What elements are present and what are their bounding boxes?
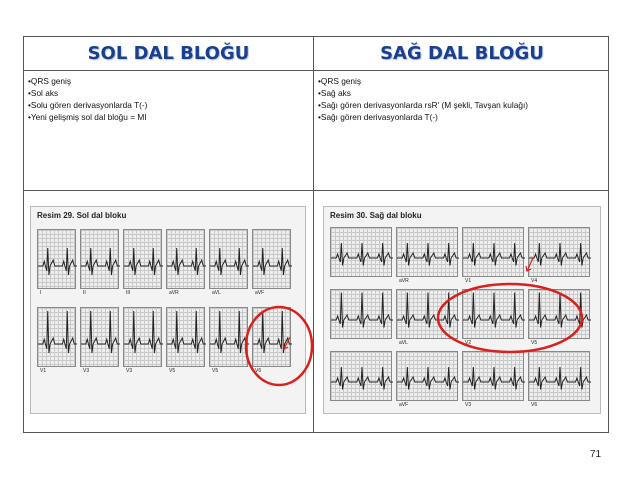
left-lead-label: V1 [40,368,47,374]
left-ecg-strip [166,307,205,367]
right-ecg-strip [462,227,524,277]
header-divider [24,70,608,71]
left-ecg-strip [37,229,76,289]
right-ecg-trace [397,367,459,390]
left-ecg-trace [253,248,292,275]
left-ecg-trace [38,248,77,275]
left-bullet-item: •Solu gören derivasyonlarda T(-) [28,100,148,110]
right-ecg-strip [330,351,392,401]
right-ecg-strip [528,351,590,401]
column-divider [313,37,314,432]
right-ecg-strip [462,289,524,339]
right-ecg-strip [462,351,524,401]
right-ecg-strip [528,227,590,277]
right-bullet-item: •Sağı gören derivasyonlarda T(-) [318,112,438,122]
right-ecg-strip [330,227,392,277]
header-left-bundle-branch-block: SOL DAL BLOĞU [87,43,250,64]
right-ecg-trace [463,367,525,390]
left-lead-label: aVF [255,290,265,296]
right-ecg-trace [529,293,591,328]
right-lead-label: V1 [465,278,472,284]
left-ecg-caption: Resim 29. Sol dal bloku [37,211,127,220]
left-ecg-trace [124,248,163,275]
right-ecg-figure [323,206,601,414]
left-ecg-strip [166,229,205,289]
right-lead-label: aVR [399,278,409,284]
left-lead-label: II [83,290,86,296]
left-ecg-trace [210,248,249,275]
left-lead-label: V6 [255,368,262,374]
left-lead-label: aVL [212,290,221,296]
left-ecg-strip [252,307,291,367]
right-lead-label: V6 [531,402,538,408]
right-ecg-trace [463,243,525,266]
right-ecg-trace [463,293,525,328]
left-ecg-strip [123,229,162,289]
left-ecg-trace [210,311,249,353]
right-ecg-trace [529,243,591,266]
left-ecg-strip [209,307,248,367]
left-ecg-strip [209,229,248,289]
left-bullet-item: •Sol aks [28,88,59,98]
right-ecg-trace [331,367,393,390]
left-lead-label: V5 [169,368,176,374]
left-ecg-trace [81,248,120,275]
right-ecg-trace [397,243,459,266]
left-ecg-trace [167,248,206,275]
left-bullet-item: •QRS geniş [28,76,72,86]
left-lead-label: V3 [83,368,90,374]
left-ecg-trace [38,311,77,353]
left-bullet-item: •Yeni gelişmiş sol dal bloğu = MI [28,112,147,122]
left-lead-label: V3 [126,368,133,374]
left-lead-label: V5 [212,368,219,374]
header-right-bundle-branch-block: SAĞ DAL BLOĞU [380,43,544,64]
left-ecg-strip [252,229,291,289]
right-ecg-trace [331,293,393,328]
left-bullet-list [28,75,308,123]
left-ecg-strip [37,307,76,367]
right-bullet-item: •QRS geniş [318,76,362,86]
right-ecg-strip [330,289,392,339]
right-ecg-strip [528,289,590,339]
left-lead-label: III [126,290,131,296]
right-ecg-caption: Resim 30. Sağ dal bloku [330,211,422,220]
right-ecg-trace [529,367,591,390]
left-ecg-strip [80,307,119,367]
right-lead-label: aVF [399,402,409,408]
right-lead-label: aVL [399,340,408,346]
right-ecg-strip [396,227,458,277]
left-ecg-strip [80,229,119,289]
right-lead-label: V2 [465,340,472,346]
right-bullet-item: •Sağ aks [318,88,351,98]
right-ecg-strip [396,289,458,339]
page-number: 71 [590,449,602,460]
right-ecg-trace [331,243,393,266]
right-bullet-item: •Sağı gören derivasyonlarda rsR' (M şekli, Tavşan kulağı) [318,100,529,110]
right-lead-label: V4 [531,278,538,284]
left-lead-label: aVR [169,290,179,296]
right-ecg-strip [396,351,458,401]
left-ecg-trace [253,311,292,353]
left-ecg-strip [123,307,162,367]
left-ecg-trace [124,311,163,353]
left-ecg-trace [81,311,120,353]
right-ecg-trace [397,293,459,328]
right-lead-label: V5 [531,340,538,346]
left-lead-label: I [40,290,42,296]
row-divider [24,190,608,191]
right-bullet-list [318,75,604,123]
right-lead-label: V3 [465,402,472,408]
left-ecg-trace [167,311,206,353]
left-ecg-figure [30,206,306,414]
